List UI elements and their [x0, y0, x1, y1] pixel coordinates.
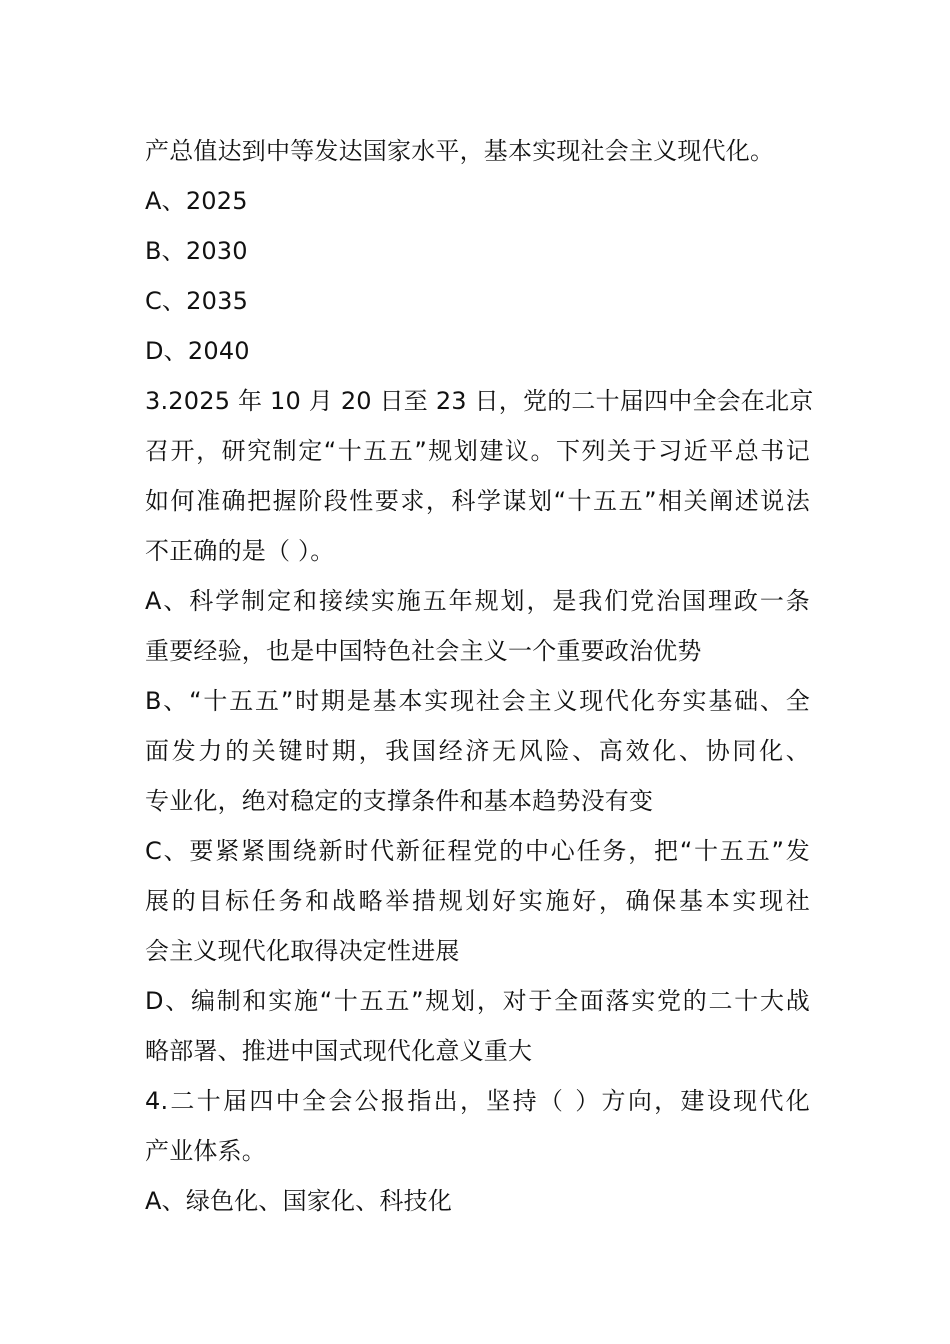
option-b-q3: 专业化，绝对稳定的支撑条件和基本趋势没有变	[145, 787, 654, 815]
question-3-line: 不正确的是（ ）。	[145, 537, 335, 565]
document-body	[145, 126, 814, 1226]
option-c-q3: 展的目标任务和战略举措规划好实施好，确保基本实现社	[145, 887, 810, 915]
option-d-q3: 略部署、推进中国式现代化意义重大	[145, 1037, 533, 1065]
option-a-q3: 重要经验，也是中国特色社会主义一个重要政治优势	[145, 637, 702, 665]
question-4-line: 4.二十届四中全会公报指出，坚持（ ）方向，建设现代化	[145, 1087, 810, 1115]
question-3-line: 召开，研究制定“十五五”规划建议。下列关于习近平总书记	[145, 437, 810, 465]
option-c-q3: 会主义现代化取得决定性进展	[145, 937, 460, 965]
option-b-q3: B、“十五五”时期是基本实现社会主义现代化夯实基础、全	[145, 687, 810, 715]
option-b-q3: 面发力的关键时期，我国经济无风险、高效化、协同化、	[145, 737, 810, 765]
option-b-q2: B、2030	[145, 237, 248, 265]
option-a-q3: A、科学制定和接续实施五年规划，是我们党治国理政一条	[145, 587, 810, 615]
option-a-q4: A、绿色化、国家化、科技化	[145, 1187, 453, 1215]
text-line: 产总值达到中等发达国家水平，基本实现社会主义现代化。	[145, 137, 775, 165]
option-a-q2: A、2025	[145, 187, 248, 215]
option-c-q3: C、要紧紧围绕新时代新征程党的中心任务，把“十五五”发	[145, 837, 810, 865]
option-c-q2: C、2035	[145, 287, 249, 315]
question-3-line: 如何准确把握阶段性要求，科学谋划“十五五”相关阐述说法	[145, 487, 810, 515]
question-4-line: 产业体系。	[145, 1137, 266, 1165]
option-d-q2: D、2040	[145, 337, 250, 365]
option-d-q3: D、编制和实施“十五五”规划，对于全面落实党的二十大战	[145, 987, 810, 1015]
question-3-line: 3.2025 年 10 月 20 日至 23 日，党的二十届四中全会在北京	[145, 387, 814, 415]
